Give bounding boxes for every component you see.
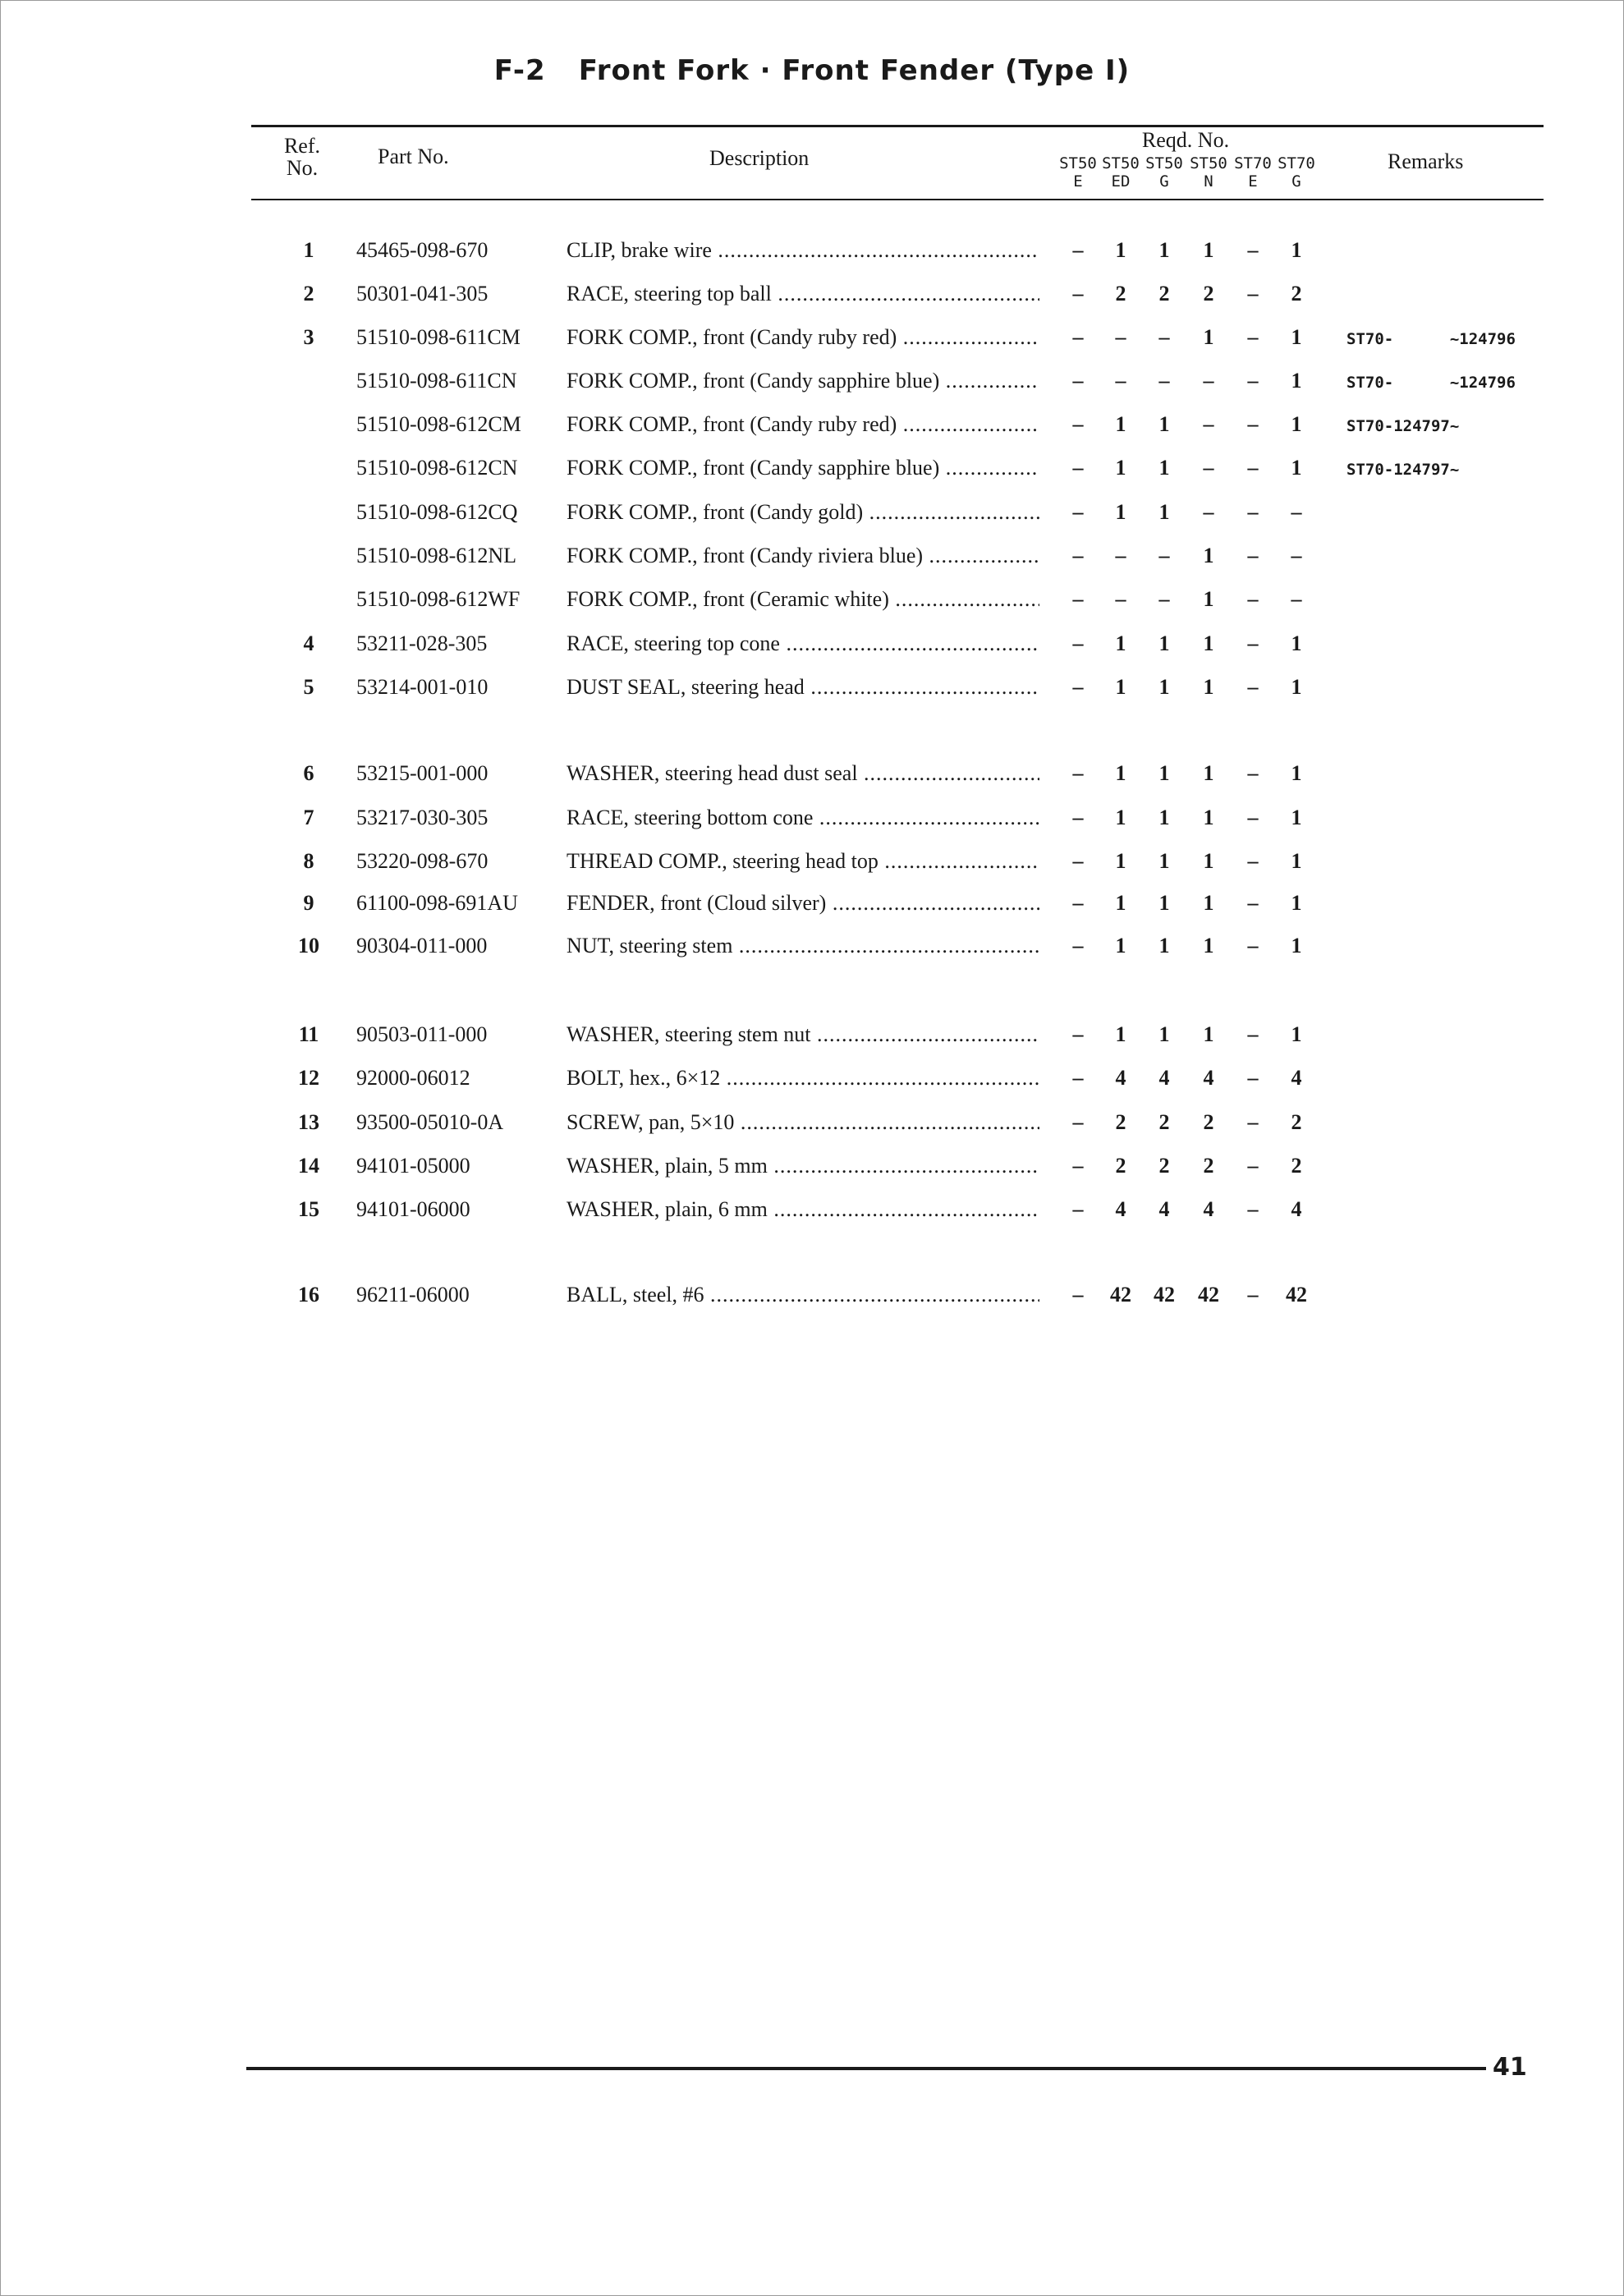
required-qty: –	[1247, 1154, 1259, 1178]
ref-number: 4	[303, 631, 314, 655]
table-row	[0, 238, 1624, 271]
required-qty: 1	[1115, 891, 1126, 915]
required-qty: –	[1072, 849, 1084, 873]
required-qty: –	[1072, 1110, 1084, 1134]
required-qty: 1	[1203, 849, 1214, 873]
part-number: 53220-098-670	[356, 849, 489, 873]
required-qty: 1	[1158, 934, 1170, 957]
required-qty: –	[1203, 369, 1214, 393]
required-qty: 4	[1158, 1197, 1170, 1221]
required-qty: 2	[1158, 282, 1170, 305]
required-qty: 1	[1203, 587, 1214, 611]
part-number: 94101-06000	[356, 1197, 470, 1221]
required-qty: –	[1072, 891, 1084, 915]
part-description: CLIP, brake wire .....	[567, 238, 1039, 263]
required-qty: 4	[1115, 1197, 1126, 1221]
required-qty: –	[1291, 587, 1302, 611]
required-qty: –	[1115, 587, 1126, 611]
section-title: Front Fork · Front Fender (Type I)	[578, 54, 1131, 87]
model-header-bottom: G	[1159, 172, 1169, 191]
table-row	[0, 412, 1624, 445]
required-qty: 2	[1158, 1154, 1170, 1178]
required-qty: 1	[1203, 631, 1214, 655]
required-qty: –	[1158, 369, 1170, 393]
part-number: 90304-011-000	[356, 934, 488, 957]
required-qty: 4	[1291, 1197, 1302, 1221]
required-qty: –	[1072, 456, 1084, 480]
header-bottom-rule	[251, 199, 1544, 200]
part-number: 50301-041-305	[356, 282, 489, 305]
required-qty: 1	[1115, 761, 1126, 785]
required-qty: –	[1203, 500, 1214, 524]
required-qty: –	[1072, 1197, 1084, 1221]
required-qty: –	[1072, 282, 1084, 305]
required-qty: –	[1072, 238, 1084, 262]
required-qty: –	[1072, 806, 1084, 829]
required-qty: 4	[1115, 1066, 1126, 1090]
required-qty: –	[1072, 587, 1084, 611]
part-number: 51510-098-612WF	[356, 587, 521, 611]
required-qty: –	[1072, 1283, 1084, 1306]
required-qty: 2	[1115, 1154, 1126, 1178]
required-qty: –	[1247, 631, 1259, 655]
model-header-bottom: N	[1204, 172, 1213, 191]
page-number: 41	[1493, 2053, 1527, 2082]
required-qty: –	[1072, 369, 1084, 393]
part-description: BALL, steel, #6 .....	[567, 1283, 1039, 1307]
required-qty: 42	[1110, 1283, 1131, 1306]
ref-number: 12	[298, 1066, 319, 1090]
ref-number: 9	[303, 891, 314, 915]
header-ref-line2: No.	[286, 156, 319, 180]
part-number: 53214-001-010	[356, 675, 489, 699]
required-qty: –	[1247, 1110, 1259, 1134]
required-qty: –	[1115, 369, 1126, 393]
table-row	[0, 891, 1624, 924]
required-qty: –	[1291, 500, 1302, 524]
required-qty: 42	[1154, 1283, 1175, 1306]
required-qty: 2	[1291, 282, 1302, 305]
required-qty: –	[1203, 412, 1214, 436]
required-qty: –	[1158, 587, 1170, 611]
required-qty: –	[1203, 456, 1214, 480]
required-qty: 1	[1291, 806, 1302, 829]
required-qty: 1	[1291, 325, 1302, 349]
part-number: 53211-028-305	[356, 631, 488, 655]
table-row	[0, 934, 1624, 967]
required-qty: –	[1247, 544, 1259, 567]
required-qty: 1	[1158, 456, 1170, 480]
model-header	[1186, 154, 1232, 191]
required-qty: 1	[1291, 631, 1302, 655]
table-row	[0, 761, 1624, 794]
required-qty: 1	[1291, 891, 1302, 915]
table-row	[0, 631, 1624, 664]
required-qty: –	[1247, 325, 1259, 349]
required-qty: 1	[1203, 325, 1214, 349]
table-row	[0, 1283, 1624, 1316]
model-header-top: ST50	[1059, 154, 1097, 172]
part-number: 51510-098-611CN	[356, 369, 517, 393]
table-row	[0, 587, 1624, 620]
required-qty: 4	[1291, 1066, 1302, 1090]
required-qty: 1	[1115, 1022, 1126, 1046]
required-qty: 1	[1203, 891, 1214, 915]
required-qty: –	[1247, 456, 1259, 480]
model-header	[1273, 154, 1319, 191]
required-qty: 1	[1291, 412, 1302, 436]
required-qty: 1	[1158, 761, 1170, 785]
required-qty: –	[1247, 282, 1259, 305]
ref-number: 10	[298, 934, 319, 957]
part-number: 92000-06012	[356, 1066, 470, 1090]
required-qty: 1	[1158, 675, 1170, 699]
required-qty: 1	[1158, 891, 1170, 915]
required-qty: –	[1072, 761, 1084, 785]
required-qty: –	[1247, 238, 1259, 262]
required-qty: 1	[1203, 1022, 1214, 1046]
required-qty: –	[1072, 675, 1084, 699]
required-qty: 1	[1291, 369, 1302, 393]
required-qty: 1	[1158, 500, 1170, 524]
required-qty: 1	[1115, 806, 1126, 829]
part-description: FORK COMP., front (Candy sapphire blue) .....	[567, 456, 1039, 480]
model-header-top: ST70	[1234, 154, 1272, 172]
required-qty: –	[1247, 806, 1259, 829]
part-description: DUST SEAL, steering head .....	[567, 675, 1039, 700]
required-qty: –	[1072, 934, 1084, 957]
required-qty: 1	[1203, 806, 1214, 829]
required-qty: –	[1247, 1022, 1259, 1046]
required-qty: 2	[1115, 1110, 1126, 1134]
remarks: ST70- ~124796	[1346, 330, 1516, 348]
required-qty: –	[1247, 587, 1259, 611]
table-row	[0, 806, 1624, 838]
ref-number: 13	[298, 1110, 319, 1134]
required-qty: –	[1247, 369, 1259, 393]
part-number: 51510-098-612CN	[356, 456, 518, 480]
part-description: THREAD COMP., steering head top .....	[567, 849, 1039, 874]
model-header-bottom: ED	[1111, 172, 1131, 191]
required-qty: –	[1115, 544, 1126, 567]
part-description: WASHER, steering stem nut .....	[567, 1022, 1039, 1047]
part-number: 90503-011-000	[356, 1022, 488, 1046]
header-remarks: Remarks	[1388, 149, 1464, 173]
ref-number: 6	[303, 761, 314, 785]
table-row	[0, 325, 1624, 358]
ref-number: 15	[298, 1197, 319, 1221]
required-qty: 4	[1203, 1066, 1214, 1090]
part-number: 51510-098-612NL	[356, 544, 516, 567]
required-qty: 1	[1115, 412, 1126, 436]
required-qty: –	[1115, 325, 1126, 349]
required-qty: 2	[1115, 282, 1126, 305]
required-qty: –	[1072, 1154, 1084, 1178]
part-description: FENDER, front (Cloud silver) .....	[567, 891, 1039, 916]
ref-number: 14	[298, 1154, 319, 1178]
required-qty: 1	[1115, 849, 1126, 873]
required-qty: 1	[1158, 412, 1170, 436]
required-qty: 1	[1115, 238, 1126, 262]
remarks: ST70-124797~	[1346, 461, 1460, 479]
ref-number: 11	[298, 1022, 319, 1046]
ref-number: 3	[303, 325, 314, 349]
required-qty: 42	[1198, 1283, 1219, 1306]
part-number: 93500-05010-0A	[356, 1110, 504, 1134]
part-description: FORK COMP., front (Ceramic white) .....	[567, 587, 1039, 612]
table-row	[0, 675, 1624, 708]
header-part-no: Part No.	[378, 145, 449, 168]
required-qty: –	[1247, 891, 1259, 915]
part-description: FORK COMP., front (Candy ruby red) .....	[567, 325, 1039, 350]
remarks: ST70-124797~	[1346, 417, 1460, 435]
required-qty: –	[1247, 1283, 1259, 1306]
required-qty: 1	[1115, 934, 1126, 957]
model-header	[1230, 154, 1276, 191]
part-description: WASHER, steering head dust seal .....	[567, 761, 1039, 786]
required-qty: –	[1158, 544, 1170, 567]
page-title	[0, 54, 1624, 87]
model-header	[1055, 154, 1101, 191]
ref-number: 16	[298, 1283, 319, 1306]
part-description: RACE, steering bottom cone .....	[567, 806, 1039, 830]
part-description: WASHER, plain, 5 mm .....	[567, 1154, 1039, 1178]
section-code: F-2	[493, 54, 546, 87]
table-row	[0, 849, 1624, 882]
required-qty: 1	[1203, 675, 1214, 699]
part-description: RACE, steering top cone .....	[567, 631, 1039, 656]
required-qty: –	[1072, 631, 1084, 655]
required-qty: 1	[1291, 849, 1302, 873]
required-qty: 2	[1158, 1110, 1170, 1134]
table-row	[0, 1066, 1624, 1099]
part-number: 45465-098-670	[356, 238, 489, 262]
header-ref-line1: Ref.	[283, 134, 321, 158]
part-number: 53215-001-000	[356, 761, 489, 785]
table-row	[0, 1154, 1624, 1187]
required-qty: 2	[1291, 1154, 1302, 1178]
model-header-bottom: G	[1291, 172, 1301, 191]
required-qty: 1	[1158, 849, 1170, 873]
part-number: 51510-098-612CQ	[356, 500, 518, 524]
model-header-top: ST70	[1278, 154, 1315, 172]
part-number: 53217-030-305	[356, 806, 489, 829]
table-row	[0, 544, 1624, 576]
model-header-top: ST50	[1102, 154, 1140, 172]
part-number: 94101-05000	[356, 1154, 470, 1178]
model-header-bottom: E	[1248, 172, 1258, 191]
required-qty: 1	[1115, 631, 1126, 655]
part-number: 51510-098-612CM	[356, 412, 521, 436]
required-qty: 1	[1291, 1022, 1302, 1046]
model-header	[1141, 154, 1187, 191]
required-qty: –	[1158, 325, 1170, 349]
required-qty: 1	[1203, 761, 1214, 785]
required-qty: –	[1247, 1197, 1259, 1221]
part-number: 61100-098-691AU	[356, 891, 518, 915]
required-qty: –	[1072, 544, 1084, 567]
required-qty: –	[1072, 1066, 1084, 1090]
required-qty: –	[1291, 544, 1302, 567]
required-qty: 1	[1203, 934, 1214, 957]
table-row	[0, 1110, 1624, 1143]
part-description: SCREW, pan, 5×10 .....	[567, 1110, 1039, 1135]
required-qty: 1	[1115, 456, 1126, 480]
required-qty: 1	[1115, 500, 1126, 524]
required-qty: 1	[1291, 675, 1302, 699]
required-qty: 1	[1158, 238, 1170, 262]
model-header-top: ST50	[1190, 154, 1227, 172]
required-qty: –	[1247, 412, 1259, 436]
required-qty: –	[1247, 500, 1259, 524]
ref-number: 7	[303, 806, 314, 829]
required-qty: 1	[1158, 631, 1170, 655]
part-description: FORK COMP., front (Candy sapphire blue) .....	[567, 369, 1039, 393]
required-qty: 2	[1291, 1110, 1302, 1134]
ref-number: 2	[303, 282, 314, 305]
required-qty: 42	[1286, 1283, 1307, 1306]
required-qty: 1	[1291, 238, 1302, 262]
part-description: FORK COMP., front (Candy riviera blue) .....	[567, 544, 1039, 568]
required-qty: –	[1247, 1066, 1259, 1090]
part-description: RACE, steering top ball .....	[567, 282, 1039, 306]
table-row	[0, 369, 1624, 402]
table-row	[0, 1022, 1624, 1055]
required-qty: –	[1247, 934, 1259, 957]
required-qty: –	[1072, 325, 1084, 349]
required-qty: 2	[1203, 1110, 1214, 1134]
table-row	[0, 1197, 1624, 1230]
ref-number: 8	[303, 849, 314, 873]
table-row	[0, 282, 1624, 315]
ref-number: 5	[303, 675, 314, 699]
part-description: BOLT, hex., 6×12 .....	[567, 1066, 1039, 1091]
required-qty: 2	[1203, 1154, 1214, 1178]
required-qty: 1	[1115, 675, 1126, 699]
required-qty: 1	[1158, 1022, 1170, 1046]
model-header-bottom: E	[1073, 172, 1083, 191]
header-description: Description	[709, 146, 810, 170]
header-top-rule	[251, 125, 1544, 127]
required-qty: 2	[1203, 282, 1214, 305]
required-qty: 1	[1203, 544, 1214, 567]
required-qty: –	[1072, 412, 1084, 436]
header-ref-no	[276, 135, 328, 179]
model-header-top: ST50	[1145, 154, 1183, 172]
required-qty: –	[1247, 761, 1259, 785]
part-description: FORK COMP., front (Candy gold) .....	[567, 500, 1039, 525]
required-qty: –	[1072, 1022, 1084, 1046]
part-number: 96211-06000	[356, 1283, 470, 1306]
required-qty: 1	[1203, 238, 1214, 262]
required-qty: –	[1247, 675, 1259, 699]
part-number: 51510-098-611CM	[356, 325, 521, 349]
ref-number: 1	[303, 238, 314, 262]
required-qty: 1	[1291, 761, 1302, 785]
required-qty: 4	[1158, 1066, 1170, 1090]
required-qty: –	[1072, 500, 1084, 524]
required-qty: –	[1247, 849, 1259, 873]
required-qty: 1	[1291, 934, 1302, 957]
required-qty: 1	[1158, 806, 1170, 829]
footer-rule	[246, 2067, 1486, 2070]
required-qty: 4	[1203, 1197, 1214, 1221]
required-qty: 1	[1291, 456, 1302, 480]
part-description: WASHER, plain, 6 mm .....	[567, 1197, 1039, 1222]
model-header	[1098, 154, 1144, 191]
part-description: NUT, steering stem .....	[567, 934, 1039, 958]
table-row	[0, 500, 1624, 533]
part-description: FORK COMP., front (Candy ruby red) .....	[567, 412, 1039, 437]
header-reqd-no: Reqd. No.	[1141, 128, 1230, 152]
table-row	[0, 456, 1624, 489]
remarks: ST70- ~124796	[1346, 374, 1516, 392]
